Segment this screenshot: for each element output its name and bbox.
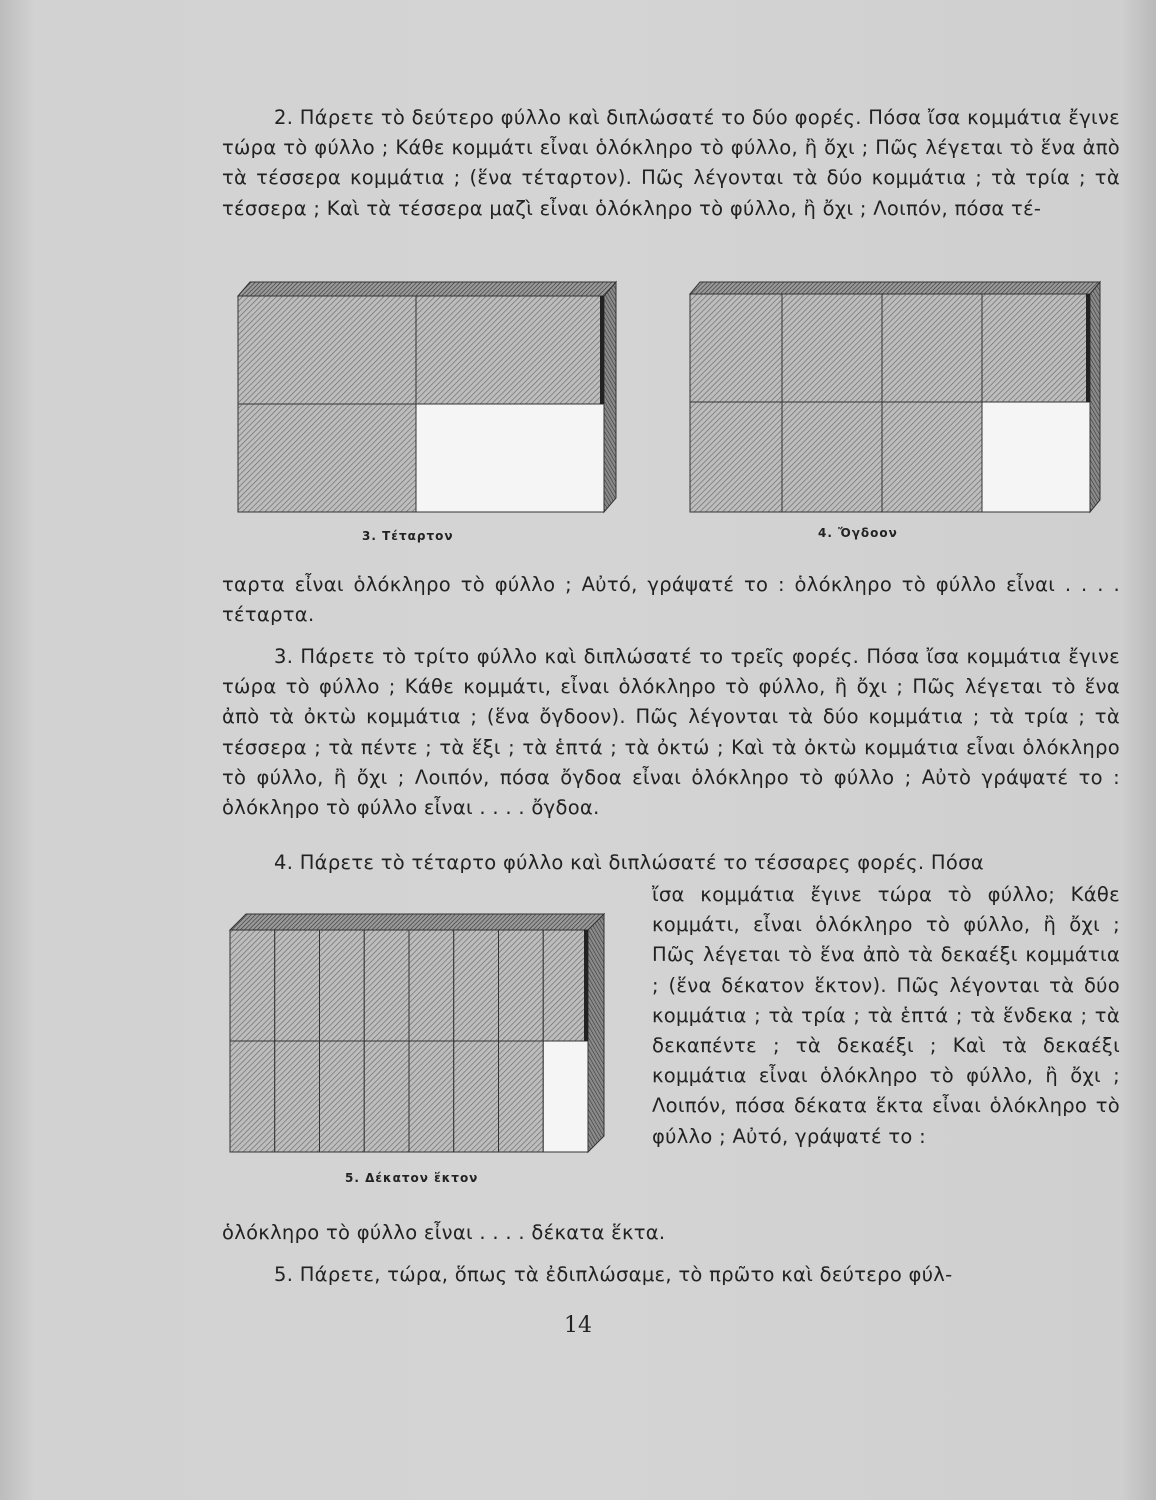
fig5-sixteenth-15 xyxy=(499,1041,544,1152)
fig4-side-edge xyxy=(1090,282,1100,512)
paragraph-2-continued: ταρτα εἶναι ὁλόκληρο τὸ φύλλο ; Αὐτό, γράψατέ το : ὁλόκληρο τὸ φύλλο εἶναι . . . . τέταρτα. xyxy=(222,573,1120,627)
paragraph-4-last-line: ὁλόκληρο τὸ φύλλο εἶναι . . . . δέκατα ἕκτα. xyxy=(222,1221,666,1244)
paragraph-4-side-text: ἴσα κομμάτια ἔγινε τώρα τὸ φύλλο; Κάθε κομμάτι, εἶναι ὁλόκληρο τὸ φύλλο, ἢ ὄχι ; Πῶς λέγεται τὸ ἕνα ἀπὸ τὰ δεκαέξι κομμάτια ; (ἕνα δέκατον ἕκτον). Πῶς λέγονται τὰ δύο κομμάτια ; τὰ τρία ; τὰ ἑπτά ; τὰ ἕνδεκα ; τὰ δεκαπέντε ; τὰ δεκαέξι ; Καὶ τὰ δεκαέξι κομμάτια εἶναι ὁλόκληρο τὸ φύλλο, ἢ ὄχι ; Λοιπόν, πόσα δέκατα ἕκτα εἶναι ὁλόκληρο τὸ φύλλο ; Αὐτό, γράψατέ το : xyxy=(652,883,1120,1148)
fig5-sixteenth-10 xyxy=(275,1041,320,1152)
fig3-quarter-4-blank xyxy=(416,404,604,512)
paragraph-3: 3. Πάρετε τὸ τρίτο φύλλο καὶ διπλώσατέ το τρεῖς φορές. Πόσα ἴσα κομμάτια ἔγινε τώρα τὸ φύλλο ; Κάθε κομμάτι, εἶναι ὁλόκληρο τὸ φύλλο, ἢ ὄχι ; Πῶς λέγεται τὸ ἕνα ἀπὸ τὰ ὀκτὼ κομμάτια ; (ἕνα ὄγδοον). Πῶς λέγονται τὰ δύο κομμάτια ; τὰ τρία ; τὰ τέσσερα ; τὰ πέντε ; τὰ ἕξι ; τὰ ἑπτά ; τὰ ὀκτώ ; Καὶ τὰ ὀκτὼ κομμάτια εἶναι ὁλόκληρο τὸ φύλλο, ἢ ὄχι ; Λοιπόν, πόσα ὄγδοα εἶναι ὁλόκληρο τὸ φύλλο ; Αὐτὸ γράψατέ το : ὁλόκληρο τὸ φύλλο εἶναι . . . . ὄγδοα. xyxy=(222,645,1120,820)
fig5-sixteenth-5 xyxy=(409,930,454,1041)
fig3-quarter-1 xyxy=(238,296,416,404)
fig5-sixteenth-1 xyxy=(230,930,275,1041)
fig4-eighth-7 xyxy=(882,402,982,512)
fig4-eighth-8-blank xyxy=(982,402,1090,512)
fig3-side-edge xyxy=(604,282,616,512)
fig5-side-edge xyxy=(588,914,604,1152)
fig5-shadow-edge xyxy=(584,930,588,1041)
fig3-quarter-2 xyxy=(416,296,604,404)
fig5-sixteenth-11 xyxy=(320,1041,365,1152)
figure-3-quarters xyxy=(236,280,620,520)
paragraph-2: 2. Πάρετε τὸ δεύτερο φύλλο καὶ διπλώσατέ το δύο φορές. Πόσα ἴσα κομμάτια ἔγινε τώρα τὸ φύλλο ; Κάθε κομμάτι εἶναι ὁλόκληρο τὸ φύλλο, ἢ ὄχι ; Πῶς λέγεται τὸ ἕνα ἀπὸ τὰ τέσσερα κομμάτια ; (ἕνα τέταρτον). Πῶς λέγονται τὰ δύο κομμάτια ; τὰ τρία ; τὰ τέσσερα ; Καὶ τὰ τέσσερα μαζὶ εἶναι ὁλόκληρο τὸ φύλλο, ἢ ὄχι ; Λοιπόν, πόσα τέ- xyxy=(222,106,1120,220)
fig4-eighth-4 xyxy=(982,294,1090,402)
fig5-sixteenth-3 xyxy=(320,930,365,1041)
fig3-quarter-3 xyxy=(238,404,416,512)
fig4-eighth-1 xyxy=(690,294,782,402)
fig4-eighth-3 xyxy=(882,294,982,402)
fig5-sixteenth-13 xyxy=(409,1041,454,1152)
fig5-sixteenth-2 xyxy=(275,930,320,1041)
fig5-sixteenth-7 xyxy=(499,930,544,1041)
paragraph-5: 5. Πάρετε, τώρα, ὅπως τὰ ἐδιπλώσαμε, τὸ πρῶτο καὶ δεύτερο φύλ- xyxy=(274,1263,953,1286)
fig5-sixteenth-12 xyxy=(364,1041,409,1152)
fig4-top-edge xyxy=(690,282,1100,294)
fig4-eighth-5 xyxy=(690,402,782,512)
page-number: 14 xyxy=(564,1313,592,1338)
figure-5-caption: 5. Δέκατον ἕκτον xyxy=(345,1171,479,1185)
figure-4-eighths xyxy=(688,280,1104,520)
fig5-sixteenth-9 xyxy=(230,1041,275,1152)
fig5-sixteenth-4 xyxy=(364,930,409,1041)
fig5-sixteenth-8 xyxy=(543,930,588,1041)
fig5-sixteenth-14 xyxy=(454,1041,499,1152)
figure-5-sixteenths xyxy=(228,912,608,1162)
figure-4-caption: 4. Ὄγδοον xyxy=(818,526,898,540)
fig5-sixteenth-16-blank xyxy=(543,1041,588,1152)
figure-3-caption: 3. Τέταρτον xyxy=(362,529,454,543)
fig4-eighth-2 xyxy=(782,294,882,402)
fig3-top-edge xyxy=(238,282,616,296)
paragraph-4-first-line: 4. Πάρετε τὸ τέταρτο φύλλο καὶ διπλώσατέ το τέσσαρες φορές. Πόσα xyxy=(274,851,984,874)
fig5-top-edge xyxy=(230,914,604,930)
fig5-sixteenth-6 xyxy=(454,930,499,1041)
fig4-eighth-6 xyxy=(782,402,882,512)
